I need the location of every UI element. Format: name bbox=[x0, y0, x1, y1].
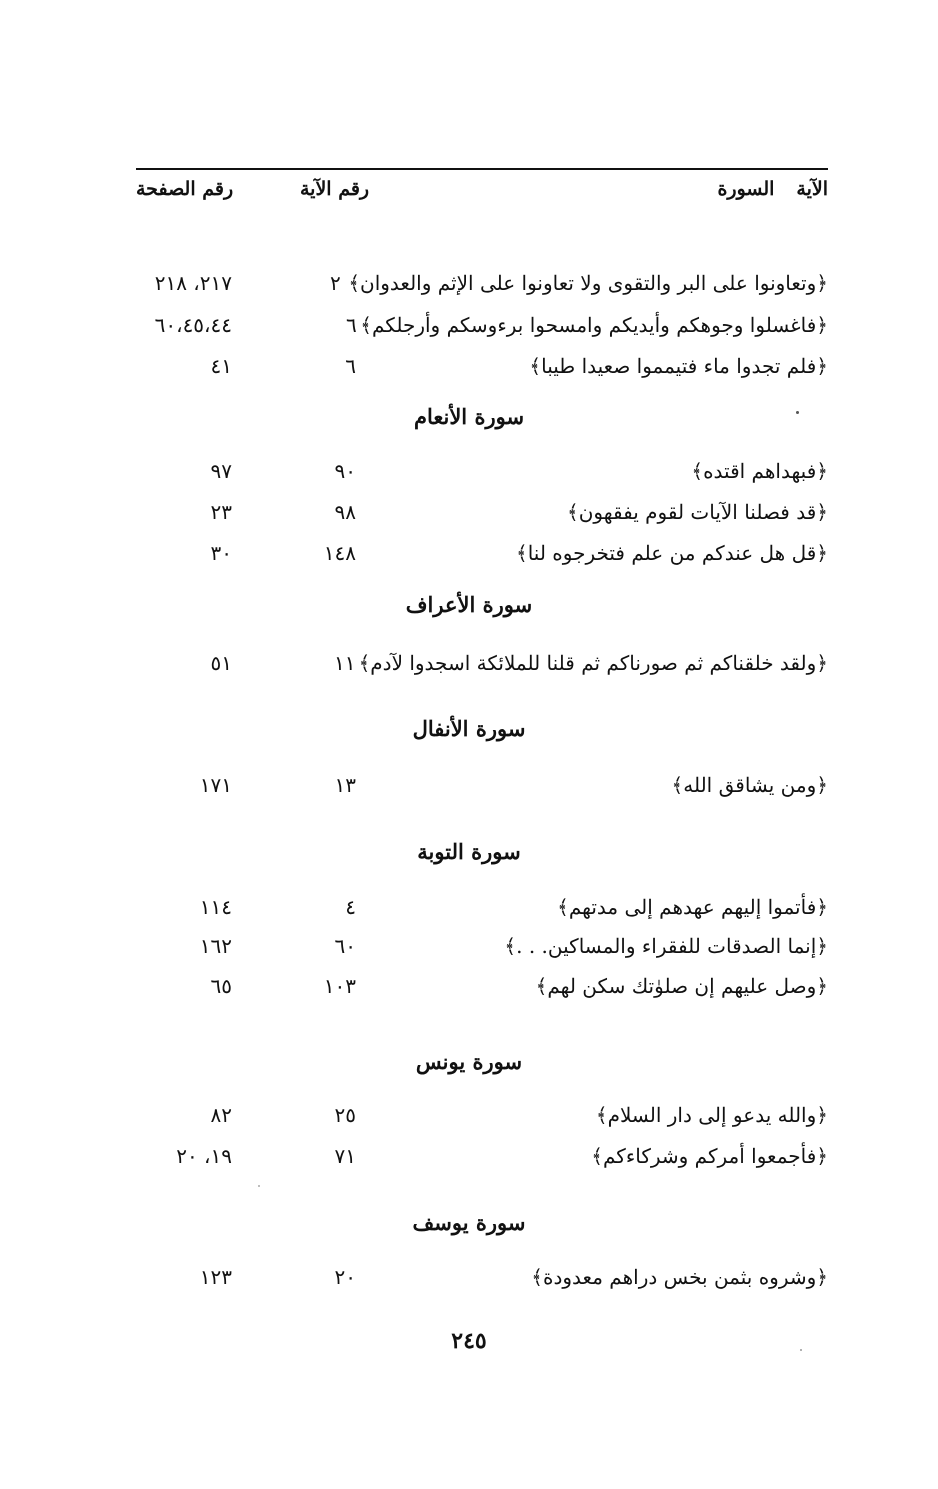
header-verse: الآية bbox=[796, 178, 828, 200]
verse-text: ﴿وتعاونوا على البر والتقوى ولا تعاونوا على الإثم والعدوان﴾ bbox=[348, 271, 828, 295]
surah-heading: سورة الأنفال bbox=[412, 716, 526, 741]
verse-number: ٦ bbox=[345, 354, 356, 378]
table-row bbox=[0, 1100, 938, 1136]
page-number: ٨٢ bbox=[210, 1103, 232, 1127]
verse-text: ﴿فبهداهم اقتده﴾ bbox=[691, 459, 828, 483]
verse-number: ٤ bbox=[345, 895, 356, 919]
surah-heading: سورة الأعراف bbox=[405, 592, 533, 617]
page-number: ٤١ bbox=[210, 354, 232, 378]
verse-text: ﴿ولقد خلقناكم ثم صورناكم ثم قلنا للملائكة اسجدوا لآدم﴾ bbox=[358, 651, 828, 675]
speck bbox=[258, 1185, 260, 1187]
verse-number: ٢٥ bbox=[334, 1103, 356, 1127]
surah-heading: سورة يونس bbox=[415, 1049, 523, 1074]
verse-text: ﴿فاغسلوا وجوهكم وأيديكم وامسحوا برءوسكم وأرجلكم﴾ bbox=[360, 313, 828, 337]
surah-heading: سورة الأنعام bbox=[413, 404, 525, 429]
header-page-number: رقم الصفحة bbox=[136, 178, 234, 200]
verse-number: ١١ bbox=[334, 651, 356, 675]
page-number: ٦٥ bbox=[210, 974, 232, 998]
page-number: ١١٤ bbox=[199, 895, 232, 919]
verse-text: ﴿قد فصلنا الآيات لقوم يفقهون﴾ bbox=[567, 500, 828, 524]
verse-number: ١٠٣ bbox=[323, 974, 356, 998]
verse-number: ٦ bbox=[346, 313, 357, 337]
verse-number: ٩٨ bbox=[334, 500, 356, 524]
verse-text: ﴿فلم تجدوا ماء فتيمموا صعيدا طيبا﴾ bbox=[529, 354, 828, 378]
surah-heading: سورة يوسف bbox=[412, 1210, 526, 1235]
table-row bbox=[0, 770, 938, 806]
verse-text: ﴿ومن يشاقق الله﴾ bbox=[671, 773, 828, 797]
page-number: ٥١ bbox=[210, 651, 232, 675]
speck bbox=[796, 411, 799, 414]
page-number: ١٧١ bbox=[199, 773, 232, 797]
table-row bbox=[0, 456, 938, 492]
header-rule bbox=[136, 168, 828, 170]
verse-text: ﴿وشروه بثمن بخس دراهم معدودة﴾ bbox=[531, 1265, 828, 1289]
header-surah: السورة bbox=[717, 178, 775, 200]
verse-text: ﴿وصل عليهم إن صلوٰتك سكن لهم﴾ bbox=[535, 974, 828, 998]
table-row bbox=[0, 497, 938, 533]
header-verse-number: رقم الآية bbox=[300, 178, 370, 200]
page-number: ٢١٧، ٢١٨ bbox=[154, 271, 232, 295]
page-number: ١٩، ٢٠ bbox=[176, 1144, 232, 1168]
table-row bbox=[0, 931, 938, 967]
verse-text: ﴿والله يدعو إلى دار السلام﴾ bbox=[595, 1103, 828, 1127]
verse-text: ﴿قل هل عندكم من علم فتخرجوه لنا﴾ bbox=[515, 541, 828, 565]
table-row bbox=[0, 351, 938, 387]
table-row bbox=[0, 310, 938, 346]
speck bbox=[800, 1349, 802, 1351]
verse-number: ١٤٨ bbox=[323, 541, 356, 565]
page-number: ١٦٢ bbox=[199, 934, 232, 958]
page-number-footer: ٢٤٥ bbox=[451, 1328, 487, 1354]
verse-number: ٢٠ bbox=[334, 1265, 356, 1289]
page-number: ١٢٣ bbox=[199, 1265, 232, 1289]
page-number: ٦٠،٤٥،٤٤ bbox=[154, 313, 232, 337]
table-row bbox=[0, 648, 938, 684]
table-row bbox=[0, 892, 938, 928]
page-number: ٣٠ bbox=[210, 541, 232, 565]
verse-number: ٢ bbox=[330, 271, 341, 295]
verse-text: ﴿إنما الصدقات للفقراء والمساكين. . .﴾ bbox=[504, 934, 828, 958]
table-row bbox=[0, 971, 938, 1007]
page-number: ٩٧ bbox=[210, 459, 232, 483]
page-number: ٢٣ bbox=[210, 500, 232, 524]
header-verse-surah bbox=[695, 178, 828, 200]
verse-number: ٩٠ bbox=[334, 459, 356, 483]
verse-number: ٦٠ bbox=[334, 934, 356, 958]
table-row bbox=[0, 1262, 938, 1298]
verse-text: ﴿فأتموا إليهم عهدهم إلى مدتهم﴾ bbox=[557, 895, 828, 919]
table-row bbox=[0, 1141, 938, 1177]
table-row bbox=[0, 268, 938, 304]
verse-text: ﴿فأجمعوا أمركم وشركاءكم﴾ bbox=[591, 1144, 828, 1168]
table-row bbox=[0, 538, 938, 574]
verse-number: ١٣ bbox=[334, 773, 356, 797]
surah-heading: سورة التوبة bbox=[417, 839, 521, 864]
verse-number: ٧١ bbox=[334, 1144, 356, 1168]
